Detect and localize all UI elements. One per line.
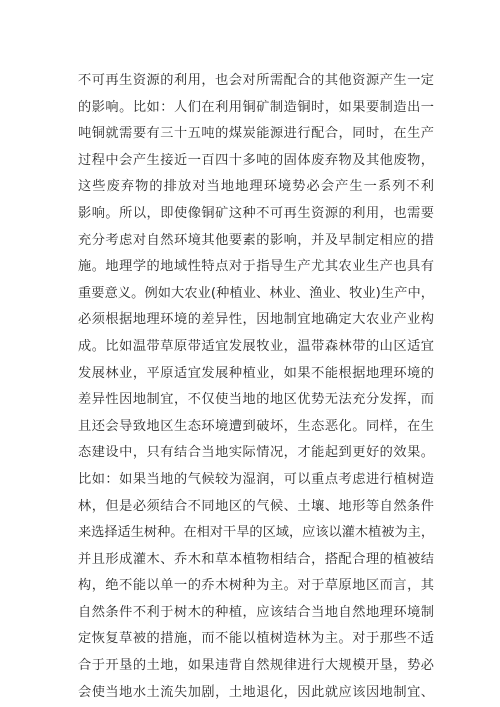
text-line: 比如：如果当地的气候较为湿润，可以重点考虑进行植树造 bbox=[78, 471, 434, 487]
text-line: 吨铜就需要有三十五吨的煤炭能源进行配合，同时，在生产 bbox=[78, 126, 434, 142]
text-line: 差异性因地制宜，不仅使当地的地区优势无法充分发挥，而 bbox=[78, 392, 434, 408]
text-line: 重要意义。例如大农业(种植业、林业、渔业、牧业)生产中， bbox=[78, 285, 434, 301]
text-line: 影响。所以，即使像铜矿这种不可再生资源的利用，也需要 bbox=[78, 205, 434, 221]
text-line: 发展林业，平原适宜发展种植业，如果不能根据地理环境的 bbox=[78, 365, 434, 381]
body-text bbox=[78, 68, 434, 706]
text-line: 自然条件不利于树木的种植，应该结合当地自然地理环境制 bbox=[78, 604, 434, 620]
text-line: 成。比如温带草原带适宜发展牧业，温带森林带的山区适宜 bbox=[78, 338, 434, 354]
text-line: 林，但是必须结合不同地区的气候、土壤、地形等自然条件 bbox=[78, 498, 434, 514]
text-line: 合于开垦的土地，如果违背自然规律进行大规模开垦，势必 bbox=[78, 658, 434, 674]
text-line: 不可再生资源的利用，也会对所需配合的其他资源产生一定 bbox=[78, 73, 434, 88]
text-line: 定恢复草被的措施，而不能以植树造林为主。对于那些不适 bbox=[78, 631, 434, 647]
text-line: 并且形成灌木、乔木和草本植物相结合，搭配合理的植被结 bbox=[78, 551, 434, 567]
text-line: 会使当地水土流失加剧，土地退化，因此就应该因地制宜、 bbox=[78, 684, 434, 700]
text-line: 且还会导致地区生态环境遭到破坏，生态恶化。同样，在生 bbox=[78, 418, 434, 434]
text-line: 的影响。比如：人们在利用铜矿制造铜时，如果要制造出一 bbox=[78, 99, 434, 115]
text-line: 施。地理学的地域性特点对于指导生产尤其农业生产也具有 bbox=[78, 259, 434, 275]
text-line: 这些废弃物的排放对当地地理环境势必会产生一系列不利 bbox=[78, 179, 434, 195]
text-line: 充分考虑对自然环境其他要素的影响，并及早制定相应的措 bbox=[78, 232, 434, 248]
text-line: 过程中会产生接近一百四十多吨的固体废弃物及其他废物， bbox=[78, 152, 434, 168]
text-line: 来选择适生树种。在相对干旱的区域，应该以灌木植被为主， bbox=[78, 525, 434, 541]
text-line: 必须根据地理环境的差异性，因地制宜地确定大农业产业构 bbox=[78, 312, 434, 328]
text-line: 构，绝不能以单一的乔木树种为主。对于草原地区而言，其 bbox=[78, 578, 434, 594]
text-line: 态建设中，只有结合当地实际情况，才能起到更好的效果。 bbox=[78, 445, 434, 461]
